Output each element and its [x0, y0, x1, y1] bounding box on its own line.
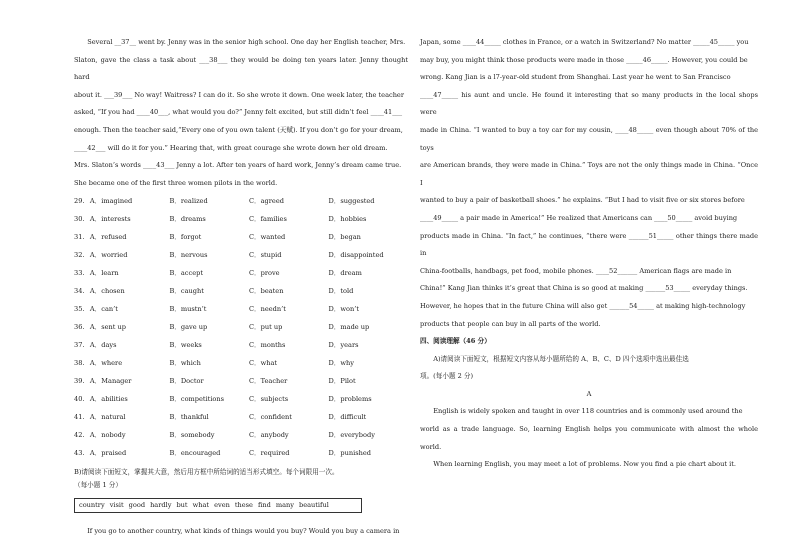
passage-line: wanted to buy a pair of basketball shoes.” he explains. “But I had to visit five or six stores before — [420, 196, 745, 205]
word-box-item: good — [128, 501, 146, 510]
option-c: C．beaten — [248, 286, 284, 295]
option-d: D．problems — [328, 394, 372, 403]
option-b: B．thankful — [169, 412, 209, 421]
section-4-instruction: A)请阅读下面短文，根据短文内容从每小题所给的 A、B、C、D 四个选项中选出最佳选 — [433, 354, 689, 363]
passage-line: Japan, some ____44_____ clothes in France, or a watch in Switzerland? No matter _____45_____ you — [420, 38, 749, 46]
question-number: 34. — [74, 286, 85, 295]
option-row — [74, 228, 408, 246]
passage-line: Several __37__ went by. Jenny was in the senior high school. One day her English teacher, Mrs. — [87, 38, 406, 46]
option-row — [74, 444, 408, 462]
question-number: 41. — [74, 412, 85, 421]
option-a: A．chosen — [89, 286, 125, 295]
option-row — [74, 390, 408, 408]
question-number: 36. — [74, 322, 85, 331]
option-b: B．accept — [169, 268, 203, 277]
option-b: B．gave up — [169, 322, 208, 331]
section-4-instruction-cont: 项。(每小题 2 分) — [420, 372, 474, 381]
right-column — [420, 34, 758, 474]
cloze-passage — [74, 34, 408, 192]
option-b: B．nervous — [169, 250, 208, 259]
word-box-item: these — [234, 501, 253, 510]
option-d: D．why — [328, 358, 354, 367]
option-b: B．which — [169, 358, 201, 367]
question-number: 29. — [74, 196, 85, 205]
passage-line: world as a trade language. So, learning English helps you communicate with almost the whole world. — [420, 425, 758, 451]
option-a: A．natural — [89, 412, 126, 421]
passage-line: ____47_____ his aunt and uncle. He found it interesting that so many products in the local shops were — [420, 90, 758, 117]
question-number: 30. — [74, 214, 85, 223]
section-b-instruction: B)请阅读下面短文，掌握其大意，然后用方框中所给词的适当形式填空。每个词限用一次。 — [74, 468, 339, 477]
passage-line: products made in China. “In fact,” he continues, “there were ______51_____ other things there made in — [420, 231, 758, 258]
passage-line: ____42___ will do it for you.” Hearing that, with great courage she wrote down her old dream. — [74, 143, 388, 152]
passage-line: Slaton, gave the class a task about ___38___ they would be doing ten years later. Jenny thought hard — [74, 55, 408, 82]
section-b-score: （每小题 1 分） — [74, 481, 122, 490]
question-number: 37. — [74, 340, 85, 349]
section-4-title: 四、阅读理解（46 分） — [420, 337, 491, 346]
option-c: C．agreed — [248, 196, 284, 205]
word-box-item: country — [79, 501, 105, 510]
word-box — [74, 498, 362, 513]
option-c: C．anybody — [248, 430, 289, 439]
passage-line: She became one of the first three women pilots in the world. — [74, 178, 278, 187]
option-row — [74, 192, 408, 210]
option-a: A．nobody — [89, 430, 126, 439]
question-number: 42. — [74, 430, 85, 439]
option-a: A．interests — [89, 214, 131, 223]
question-number: 39. — [74, 376, 85, 385]
option-c: C．stupid — [248, 250, 282, 259]
option-c: C．subjects — [248, 394, 289, 403]
word-form-passage — [420, 34, 758, 333]
option-row — [74, 318, 408, 336]
option-row — [74, 426, 408, 444]
passage-a-label: A — [586, 389, 592, 398]
option-a: A．can’t — [89, 304, 118, 313]
passage-line: English is widely spoken and taught in over 118 countries and is commonly used around the — [433, 407, 743, 416]
option-row — [74, 210, 408, 228]
option-row — [74, 300, 408, 318]
option-c: C．prove — [248, 268, 280, 277]
word-box-item: many — [275, 501, 294, 510]
passage-line: enough. Then the teacher said,“Every one of you own talent (天赋). If you don’t go for your dream, — [74, 125, 403, 134]
option-d: D．difficult — [328, 412, 367, 421]
option-a: A．Manager — [89, 376, 132, 385]
passage-line: may buy, you might think those products were made in those _____46_____. However, you could be — [420, 55, 748, 64]
passage-line: asked, “If you had ____40___, what would you do?” Jenny felt excited, but still didn’t feel ____41___ — [74, 108, 403, 117]
passage-line: When learning English, you may meet a lot of problems. Now you find a pie chart about it. — [433, 460, 736, 469]
word-box-item: even — [214, 501, 230, 510]
options-list — [74, 192, 408, 462]
word-box-item: hardly — [150, 501, 172, 510]
option-c: C．required — [248, 448, 290, 457]
option-c: C．families — [248, 214, 287, 223]
passage-line: China!” Kang Jian thinks it’s great that China is so good at making ______53_____ everyday things. — [420, 284, 748, 293]
passage-line: about it. ___39___ No way! Waitress? I can do it. So she wrote it down. One week later, the teacher — [74, 90, 404, 99]
passage-line: China-footballs, handbags, pet food, mobile phones. ____52______ American flags are made in — [420, 266, 732, 275]
word-box-item: beautiful — [298, 501, 329, 510]
option-a: A．refused — [89, 232, 127, 241]
option-b: B．somebody — [169, 430, 215, 439]
option-row — [74, 372, 408, 390]
question-number: 35. — [74, 304, 85, 313]
option-a: A．where — [89, 358, 123, 367]
passage-line: are American brands, they were made in China.” Toys are not the only things made in China. “Once I — [420, 161, 758, 187]
option-a: A．imagined — [89, 196, 133, 205]
option-c: C．what — [248, 358, 278, 367]
passage-line: If you go to another country, what kinds of things would you buy? Would you buy a camera in — [87, 527, 400, 536]
question-number: 43. — [74, 448, 85, 457]
option-row — [74, 354, 408, 372]
option-a: A．worried — [89, 250, 128, 259]
option-a: A．days — [89, 340, 117, 349]
passage-line: However, he hopes that in the future China will also get ______54_____ at making high-technology — [420, 301, 746, 310]
option-b: B．forgot — [169, 232, 202, 241]
option-b: B．encouraged — [169, 448, 221, 457]
passage-line: ____49_____ a pair made in America!” He realized that Americans can ____50_____ avoid buying — [420, 213, 738, 222]
question-number: 40. — [74, 394, 85, 403]
left-column — [74, 34, 408, 541]
option-d: D．made up — [328, 322, 370, 331]
option-d: D．told — [328, 286, 354, 295]
option-b: B．competitions — [169, 394, 225, 403]
option-b: B．weeks — [169, 340, 202, 349]
passage-line: products that people can buy in all parts of the world. — [420, 319, 601, 328]
passage-line: made in China. “I wanted to buy a toy car for my cousin, ____48_____ even though about 70% of the toys — [420, 125, 758, 152]
word-box-item: visit — [109, 501, 124, 510]
question-number: 33. — [74, 268, 85, 277]
question-number: 32. — [74, 250, 85, 259]
option-b: B．realized — [169, 196, 208, 205]
option-d: D．won’t — [328, 304, 359, 313]
option-d: D．Pilot — [328, 376, 356, 385]
option-b: B．mustn’t — [169, 304, 207, 313]
option-c: C．confident — [248, 412, 292, 421]
option-row — [74, 336, 408, 354]
word-box-item: but — [176, 501, 188, 510]
option-d: D．suggested — [328, 196, 375, 205]
option-a: A．abilities — [89, 394, 128, 403]
option-d: D．hobbies — [328, 214, 367, 223]
passage-line: Mrs. Slaton’s words ____43___ Jenny a lot. After ten years of hard work, Jenny’s dream came true. — [74, 161, 402, 170]
option-d: D．years — [328, 340, 359, 349]
option-c: C．put up — [248, 322, 283, 331]
option-d: D．punished — [328, 448, 371, 457]
question-number: 38. — [74, 358, 85, 367]
option-d: D．everybody — [328, 430, 375, 439]
option-a: A．praised — [89, 448, 127, 457]
word-box-item: what — [192, 501, 210, 510]
option-c: C．Teacher — [248, 376, 288, 385]
option-a: A．learn — [89, 268, 119, 277]
option-b: B．caught — [169, 286, 204, 295]
option-d: D．disappointed — [328, 250, 384, 259]
option-b: B．Doctor — [169, 376, 204, 385]
option-b: B．dreams — [169, 214, 206, 223]
option-c: C．months — [248, 340, 286, 349]
option-d: D．began — [328, 232, 361, 241]
option-c: C．needn’t — [248, 304, 286, 313]
option-row — [74, 264, 408, 282]
option-d: D．dream — [328, 268, 362, 277]
option-c: C．wanted — [248, 232, 286, 241]
passage-line: wrong. Kang Jian is a l7-year-old student from Shanghai. Last year he went to San Francisco — [420, 73, 731, 82]
option-a: A．sent up — [89, 322, 127, 331]
option-row — [74, 408, 408, 426]
option-row — [74, 282, 408, 300]
option-row — [74, 246, 408, 264]
word-box-item: find — [257, 501, 271, 510]
question-number: 31. — [74, 232, 85, 241]
